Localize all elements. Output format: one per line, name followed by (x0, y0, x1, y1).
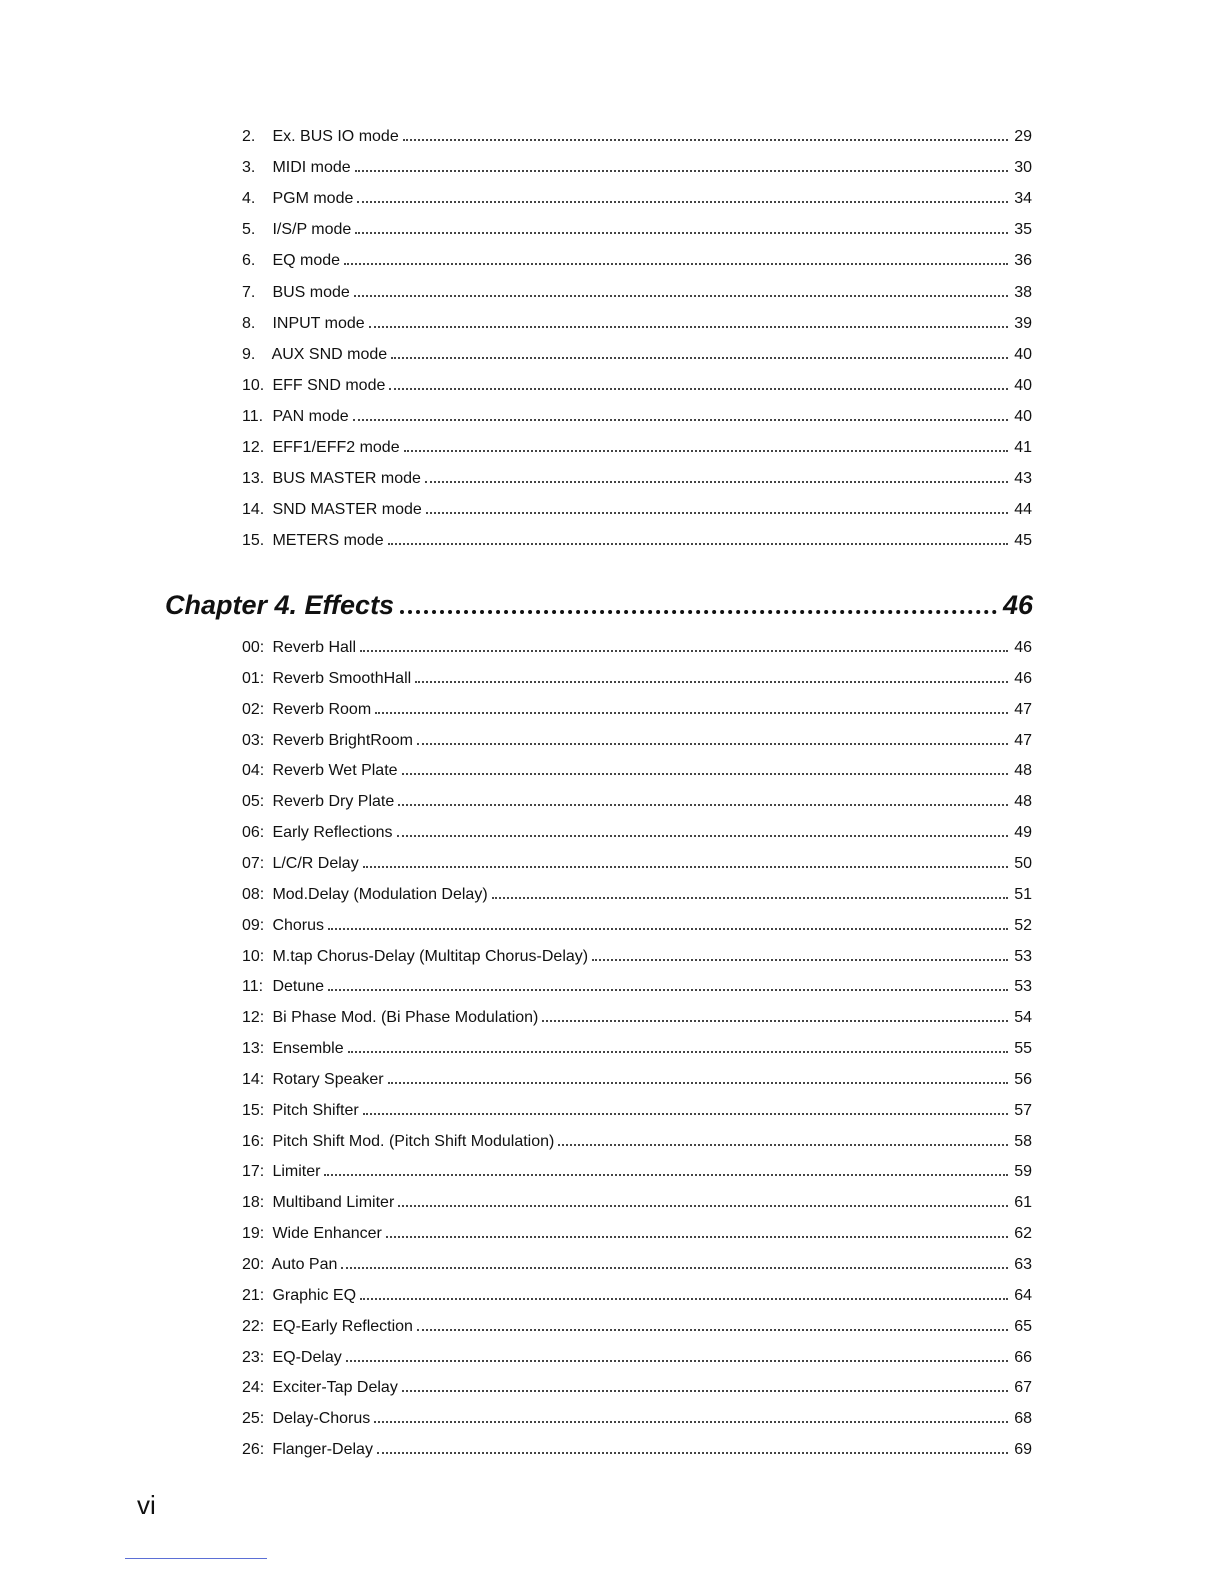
entry-label (242, 1070, 388, 1090)
entry-label (242, 731, 417, 751)
entry-title: Flanger-Delay (272, 1441, 373, 1459)
dot-leader (404, 446, 1008, 452)
entry-number: 2. (242, 128, 256, 145)
entry-title: EQ mode (272, 252, 341, 270)
dot-leader (377, 1448, 1008, 1454)
entry-number: 06: (242, 824, 265, 842)
toc-entry[interactable] (242, 823, 1032, 843)
dot-leader (357, 197, 1008, 203)
entry-page-number: 56 (1014, 1070, 1032, 1088)
entry-page-number: 38 (1014, 283, 1032, 301)
toc-entry[interactable] (242, 345, 1032, 365)
entry-page-number: 48 (1014, 793, 1032, 811)
toc-entry[interactable] (242, 1132, 1032, 1152)
toc-entry[interactable] (242, 947, 1032, 967)
entry-label (242, 916, 328, 936)
entry-number: 10. (242, 376, 265, 394)
entry-page-number: 58 (1014, 1132, 1032, 1150)
entry-number: 02: (242, 700, 265, 718)
entry-page-number: 67 (1014, 1379, 1032, 1397)
dot-leader (542, 1016, 1008, 1022)
toc-entry[interactable] (242, 1317, 1032, 1337)
dot-leader (415, 677, 1008, 683)
toc-entry[interactable] (242, 1286, 1032, 1306)
entry-number: 05: (242, 793, 265, 811)
entry-number: 15. (242, 532, 265, 550)
toc-entry[interactable] (242, 1440, 1032, 1460)
entry-number: 13: (242, 1040, 265, 1058)
toc-entry[interactable] (242, 531, 1032, 551)
entry-page-number: 45 (1014, 532, 1032, 550)
entry-number: 17: (242, 1163, 265, 1181)
entry-page-number: 41 (1014, 439, 1032, 456)
entry-number: 20: (242, 1256, 265, 1273)
entry-label (242, 283, 354, 303)
toc-entry[interactable] (242, 1039, 1032, 1059)
entry-label (242, 531, 388, 551)
dot-leader (492, 893, 1008, 899)
dot-leader (388, 1078, 1008, 1084)
entry-number: 6. (242, 252, 256, 270)
toc-entry[interactable] (242, 1070, 1032, 1090)
entry-label (242, 1039, 348, 1059)
entry-label (242, 1409, 374, 1429)
toc-entry[interactable] (242, 1348, 1032, 1368)
dot-leader (386, 1232, 1008, 1238)
entry-label (242, 792, 398, 812)
entry-title: METERS mode (272, 532, 384, 550)
entry-page-number: 48 (1014, 762, 1032, 780)
toc-entry[interactable] (242, 251, 1032, 271)
entry-page-number: 68 (1014, 1410, 1032, 1428)
entry-label (242, 638, 360, 658)
toc-entry[interactable] (242, 1008, 1032, 1028)
entry-number: 09: (242, 916, 265, 934)
entry-title: L/C/R Delay (272, 854, 359, 872)
entry-number: 26: (242, 1441, 265, 1459)
toc-entry[interactable] (242, 376, 1032, 396)
dot-leader (391, 353, 1008, 359)
entry-page-number: 44 (1014, 501, 1032, 519)
dot-leader (360, 646, 1008, 652)
toc-entry[interactable] (242, 314, 1032, 334)
entry-number: 7. (242, 283, 256, 301)
entry-label (242, 500, 426, 520)
entry-page-number: 49 (1014, 824, 1032, 842)
dot-leader (402, 1386, 1008, 1392)
footer-rule (125, 1558, 267, 1559)
toc-entry[interactable] (242, 1409, 1032, 1429)
toc-entry[interactable] (242, 1255, 1032, 1275)
entry-number: 23: (242, 1348, 265, 1366)
entry-number: 12: (242, 1009, 265, 1027)
entry-number: 5. (242, 221, 256, 239)
dot-leader (398, 800, 1008, 806)
toc-entry[interactable] (242, 731, 1032, 751)
entry-page-number: 55 (1014, 1040, 1032, 1058)
chapter-page-number: 46 (1002, 590, 1033, 620)
dot-leader (374, 1417, 1008, 1423)
entry-label (242, 158, 355, 178)
entry-title: Graphic EQ (272, 1286, 357, 1304)
dot-leader (425, 477, 1008, 483)
entry-label (242, 1132, 558, 1152)
chapter-heading[interactable] (165, 590, 1033, 626)
toc-entry[interactable] (242, 916, 1032, 936)
dot-leader (348, 1047, 1008, 1053)
dot-leader (328, 985, 1008, 991)
toc-entry[interactable] (242, 977, 1032, 997)
dot-leader (375, 708, 1008, 714)
entry-title: EFF1/EFF2 mode (272, 439, 400, 456)
dot-leader (417, 739, 1008, 745)
toc-entry[interactable] (242, 1162, 1032, 1182)
entry-page-number: 66 (1014, 1348, 1032, 1366)
entry-title: Reverb Wet Plate (272, 762, 398, 780)
entry-title: AUX SND mode (271, 345, 388, 363)
entry-number: 00: (242, 639, 265, 656)
entry-label (242, 1255, 341, 1275)
entry-title: Multiband Limiter (272, 1194, 395, 1212)
entry-number: 19: (242, 1225, 265, 1243)
toc-entry[interactable] (242, 158, 1032, 178)
entry-label (242, 977, 328, 997)
entry-title: Ensemble (272, 1040, 344, 1058)
entry-page-number: 35 (1014, 221, 1032, 239)
entry-title: SND MASTER mode (272, 501, 422, 519)
entry-title: Reverb BrightRoom (272, 731, 413, 749)
entry-label (242, 1008, 542, 1028)
entry-number: 03: (242, 731, 265, 749)
toc-entry[interactable] (242, 1378, 1032, 1398)
entry-number: 11: (242, 978, 264, 996)
toc-entry[interactable] (242, 1101, 1032, 1121)
dot-leader (369, 322, 1008, 328)
entry-number: 10: (242, 947, 265, 965)
entry-page-number: 64 (1014, 1286, 1032, 1304)
entry-title: Limiter (272, 1163, 321, 1181)
toc-entry[interactable] (242, 792, 1032, 812)
entry-title: Exciter-Tap Delay (272, 1379, 398, 1397)
entry-page-number: 53 (1014, 978, 1032, 996)
entry-title: M.tap Chorus-Delay (Multitap Chorus-Delay) (272, 947, 589, 965)
entry-page-number: 62 (1014, 1225, 1032, 1243)
entry-title: Ex. BUS IO mode (272, 128, 399, 145)
dot-leader (355, 228, 1008, 234)
toc-entry[interactable] (242, 220, 1032, 240)
entry-title: BUS MASTER mode (272, 470, 421, 488)
entry-title: Reverb Room (272, 700, 372, 718)
entry-label (242, 1286, 360, 1306)
entry-number: 9. (242, 345, 256, 363)
toc-entry[interactable] (242, 407, 1032, 427)
entry-number: 15: (242, 1101, 265, 1119)
entry-page-number: 53 (1014, 947, 1032, 965)
entry-title: PGM mode (272, 190, 354, 208)
entry-title: Pitch Shifter (272, 1101, 359, 1119)
entry-title: EQ-Early Reflection (272, 1317, 413, 1335)
entry-label (242, 1101, 363, 1121)
entry-label (242, 700, 375, 720)
entry-number: 3. (242, 159, 256, 177)
dot-leader (324, 1170, 1008, 1176)
toc-entry[interactable] (242, 761, 1032, 781)
entry-page-number: 61 (1014, 1194, 1032, 1212)
entry-number: 22: (242, 1317, 265, 1335)
entry-title: Reverb Hall (272, 639, 357, 656)
entry-number: 25: (242, 1410, 265, 1428)
entry-title: Delay-Chorus (272, 1410, 371, 1428)
dot-leader (400, 604, 997, 614)
dot-leader (328, 924, 1008, 930)
entry-title: Detune (272, 978, 325, 996)
entry-number: 01: (242, 669, 265, 687)
entry-label (242, 1378, 402, 1398)
entry-title: Reverb Dry Plate (272, 793, 395, 811)
entry-label (242, 854, 363, 874)
toc-entry[interactable] (242, 189, 1032, 209)
entry-label (242, 220, 355, 240)
entry-page-number: 52 (1014, 916, 1032, 934)
entry-label (242, 469, 425, 489)
entry-label (242, 251, 344, 271)
entry-page-number: 34 (1014, 190, 1032, 208)
entry-number: 14: (242, 1070, 265, 1088)
dot-leader (397, 831, 1009, 837)
chapter-title: Chapter 4. Effects (165, 590, 395, 620)
dot-leader (341, 1263, 1008, 1269)
entry-title: Rotary Speaker (272, 1070, 384, 1088)
entry-title: Chorus (272, 916, 325, 934)
entry-number: 12. (242, 439, 265, 456)
entry-page-number: 40 (1014, 407, 1032, 425)
entry-number: 24: (242, 1379, 265, 1397)
entry-page-number: 46 (1014, 639, 1032, 656)
entry-page-number: 39 (1014, 314, 1032, 332)
entry-label (242, 1224, 386, 1244)
entry-label (242, 1193, 398, 1213)
entry-label (242, 1348, 346, 1368)
dot-leader (360, 1294, 1008, 1300)
entry-title: Early Reflections (272, 824, 393, 842)
dot-leader (398, 1201, 1008, 1207)
entry-number: 07: (242, 854, 265, 872)
entry-page-number: 51 (1014, 885, 1032, 903)
toc-entry[interactable] (242, 1224, 1032, 1244)
entry-title: Reverb SmoothHall (272, 669, 412, 687)
entry-number: 18: (242, 1194, 265, 1212)
entry-page-number: 47 (1014, 700, 1032, 718)
toc-entry[interactable] (242, 127, 1032, 147)
toc-entry[interactable] (242, 669, 1032, 689)
toc-entry[interactable] (242, 885, 1032, 905)
entry-label (242, 438, 404, 458)
entry-page-number: 40 (1014, 376, 1032, 394)
toc-entry[interactable] (242, 1193, 1032, 1213)
dot-leader (388, 539, 1008, 545)
entry-label (242, 761, 402, 781)
entry-number: 16: (242, 1132, 265, 1150)
entry-page-number: 30 (1014, 159, 1032, 177)
dot-leader (402, 769, 1008, 775)
entry-title: INPUT mode (272, 314, 365, 332)
entry-title: EQ-Delay (272, 1348, 342, 1366)
dot-leader (426, 508, 1008, 514)
entry-number: 8. (242, 314, 256, 332)
dot-leader (354, 291, 1008, 297)
toc-entry[interactable] (242, 638, 1032, 658)
entry-label (242, 314, 369, 334)
entry-label (242, 345, 391, 365)
toc-entry[interactable] (242, 854, 1032, 874)
entry-page-number: 47 (1014, 731, 1032, 749)
entry-number: 14. (242, 501, 265, 519)
toc-entry[interactable] (242, 700, 1032, 720)
toc-entry[interactable] (242, 438, 1032, 458)
entry-title: EFF SND mode (272, 376, 386, 394)
entry-page-number: 69 (1014, 1441, 1032, 1459)
entry-title: Bi Phase Mod. (Bi Phase Modulation) (272, 1009, 539, 1027)
entry-page-number: 63 (1014, 1256, 1032, 1273)
entry-page-number: 65 (1014, 1317, 1032, 1335)
entry-label (242, 947, 592, 967)
entry-page-number: 43 (1014, 470, 1032, 488)
entry-label (242, 189, 357, 209)
entry-page-number: 50 (1014, 854, 1032, 872)
dot-leader (417, 1325, 1008, 1331)
entry-title: MIDI mode (272, 159, 351, 177)
entry-page-number: 54 (1014, 1009, 1032, 1027)
entry-number: 04: (242, 762, 265, 780)
entry-page-number: 29 (1014, 128, 1032, 145)
dot-leader (363, 862, 1008, 868)
dot-leader (403, 135, 1008, 141)
dot-leader (363, 1109, 1008, 1115)
dot-leader (389, 384, 1008, 390)
entry-label (242, 1162, 324, 1182)
toc-entry[interactable] (242, 283, 1032, 303)
entry-label (242, 407, 353, 427)
entry-label (242, 823, 397, 843)
entry-title: Auto Pan (271, 1256, 338, 1273)
entry-page-number: 57 (1014, 1101, 1032, 1119)
entry-page-number: 46 (1014, 669, 1032, 687)
dot-leader (558, 1140, 1008, 1146)
entry-title: PAN mode (272, 407, 349, 425)
entry-number: 13. (242, 470, 265, 488)
entry-number: 4. (242, 190, 256, 208)
dot-leader (344, 259, 1008, 265)
entry-title: Mod.Delay (Modulation Delay) (272, 885, 488, 903)
entry-page-number: 36 (1014, 252, 1032, 270)
entry-number: 21: (242, 1286, 265, 1304)
toc-entry[interactable] (242, 469, 1032, 489)
page-folio: vi (137, 1490, 156, 1520)
entry-label (242, 376, 389, 396)
dot-leader (353, 415, 1008, 421)
entry-label (242, 1317, 417, 1337)
entry-title: BUS mode (272, 283, 350, 301)
toc-entry[interactable] (242, 500, 1032, 520)
entry-title: I/S/P mode (272, 221, 352, 239)
dot-leader (346, 1356, 1008, 1362)
entry-label (242, 127, 403, 147)
dot-leader (355, 166, 1008, 172)
entry-title: Wide Enhancer (272, 1225, 382, 1243)
dot-leader (592, 955, 1008, 961)
entry-label (242, 885, 492, 905)
entry-title: Pitch Shift Mod. (Pitch Shift Modulation) (272, 1132, 555, 1150)
entry-label (242, 1440, 377, 1460)
entry-page-number: 59 (1014, 1163, 1032, 1181)
entry-number: 08: (242, 885, 265, 903)
entry-number: 11. (242, 407, 264, 425)
entry-page-number: 40 (1014, 345, 1032, 363)
entry-label (242, 669, 415, 689)
